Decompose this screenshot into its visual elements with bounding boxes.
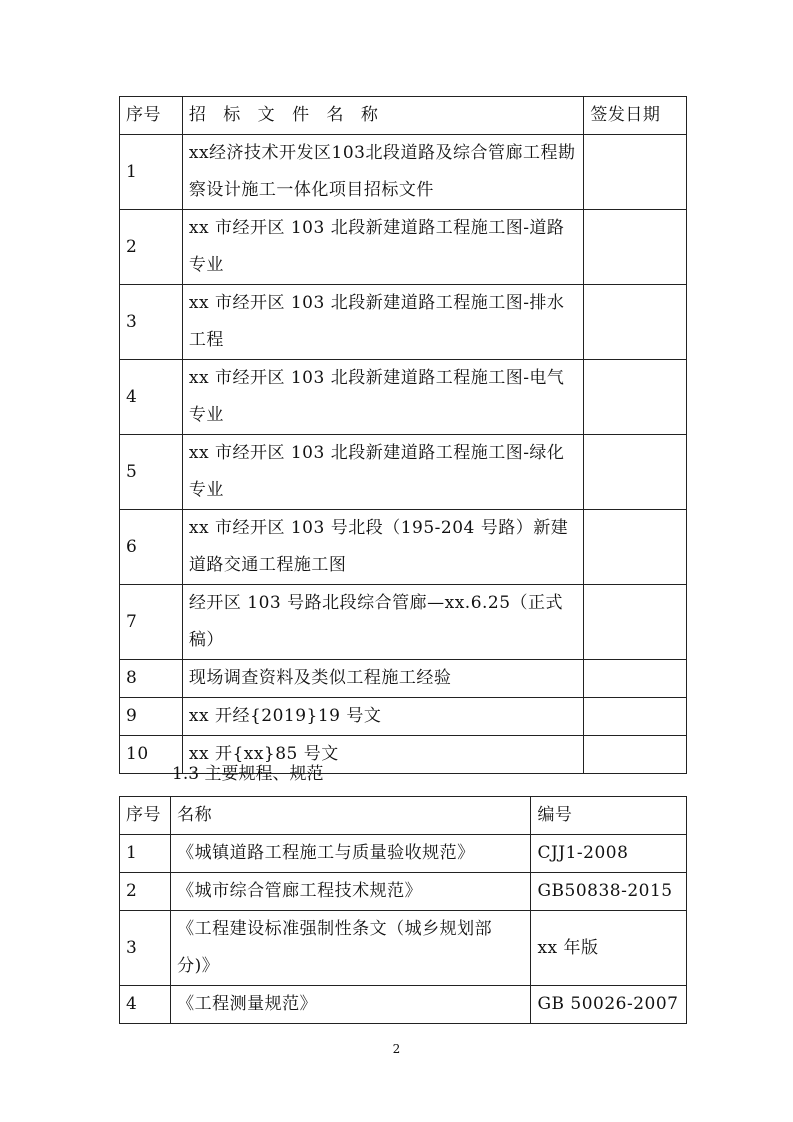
regulations-table [119, 796, 687, 1024]
cell-name: 《工程测量规范》 [171, 986, 531, 1024]
table-row [120, 835, 687, 873]
cell-name: xx 市经开区 103 北段新建道路工程施工图-电气专业 [182, 360, 584, 435]
cell-no: 7 [120, 585, 183, 660]
cell-no: 6 [120, 510, 183, 585]
cell-code: GB50838-2015 [531, 873, 687, 911]
cell-no: 10 [120, 736, 183, 774]
cell-code: GB 50026-2007 [531, 986, 687, 1024]
cell-code: CJJ1-2008 [531, 835, 687, 873]
cell-no: 5 [120, 435, 183, 510]
col-header-no: 序号 [120, 797, 171, 835]
cell-date [584, 285, 687, 360]
cell-name: 《工程建设标准强制性条文（城乡规划部分)》 [171, 911, 531, 986]
table-row [120, 873, 687, 911]
table-row [120, 285, 687, 360]
cell-no: 4 [120, 360, 183, 435]
cell-no: 2 [120, 873, 171, 911]
col-header-doc-name: 招 标 文 件 名 称 [182, 97, 584, 135]
section-heading: 1.3 主要规程、规范 [172, 764, 324, 784]
cell-name: xx 市经开区 103 北段新建道路工程施工图-排水工程 [182, 285, 584, 360]
cell-no: 3 [120, 285, 183, 360]
col-header-no: 序号 [120, 97, 183, 135]
table-header-row [120, 97, 687, 135]
cell-name: 经开区 103 号路北段综合管廊—xx.6.25（正式稿） [182, 585, 584, 660]
bid-documents-table [119, 96, 687, 774]
cell-date [584, 360, 687, 435]
cell-date [584, 736, 687, 774]
cell-date [584, 135, 687, 210]
cell-name: xx 开{xx}85 号文 [182, 736, 584, 774]
col-header-name: 名称 [171, 797, 531, 835]
table-row [120, 210, 687, 285]
cell-date [584, 435, 687, 510]
cell-date [584, 585, 687, 660]
cell-date [584, 210, 687, 285]
table-row [120, 660, 687, 698]
table-row [120, 986, 687, 1024]
cell-date [584, 660, 687, 698]
cell-name: xx 市经开区 103 号北段（195-204 号路）新建道路交通工程施工图 [182, 510, 584, 585]
cell-date [584, 510, 687, 585]
table-row [120, 585, 687, 660]
table-row [120, 435, 687, 510]
cell-no: 9 [120, 698, 183, 736]
cell-no: 1 [120, 835, 171, 873]
table-row [120, 698, 687, 736]
table-header-row [120, 797, 687, 835]
cell-name: 《城镇道路工程施工与质量验收规范》 [171, 835, 531, 873]
table-row [120, 911, 687, 986]
cell-code: xx 年版 [531, 911, 687, 986]
col-header-code: 编号 [531, 797, 687, 835]
table-row [120, 135, 687, 210]
col-header-issue-date: 签发日期 [584, 97, 687, 135]
cell-no: 3 [120, 911, 171, 986]
cell-no: 4 [120, 986, 171, 1024]
cell-name: 《城市综合管廊工程技术规范》 [171, 873, 531, 911]
cell-name: 现场调查资料及类似工程施工经验 [182, 660, 584, 698]
cell-name: xx 市经开区 103 北段新建道路工程施工图-绿化专业 [182, 435, 584, 510]
page-number: 2 [392, 1042, 401, 1056]
table-row [120, 510, 687, 585]
cell-name: xx经济技术开发区103北段道路及综合管廊工程勘察设计施工一体化项目招标文件 [182, 135, 584, 210]
cell-date [584, 698, 687, 736]
cell-no: 8 [120, 660, 183, 698]
cell-name: xx 开经{2019}19 号文 [182, 698, 584, 736]
table-row [120, 360, 687, 435]
cell-name: xx 市经开区 103 北段新建道路工程施工图-道路专业 [182, 210, 584, 285]
cell-no: 1 [120, 135, 183, 210]
cell-no: 2 [120, 210, 183, 285]
